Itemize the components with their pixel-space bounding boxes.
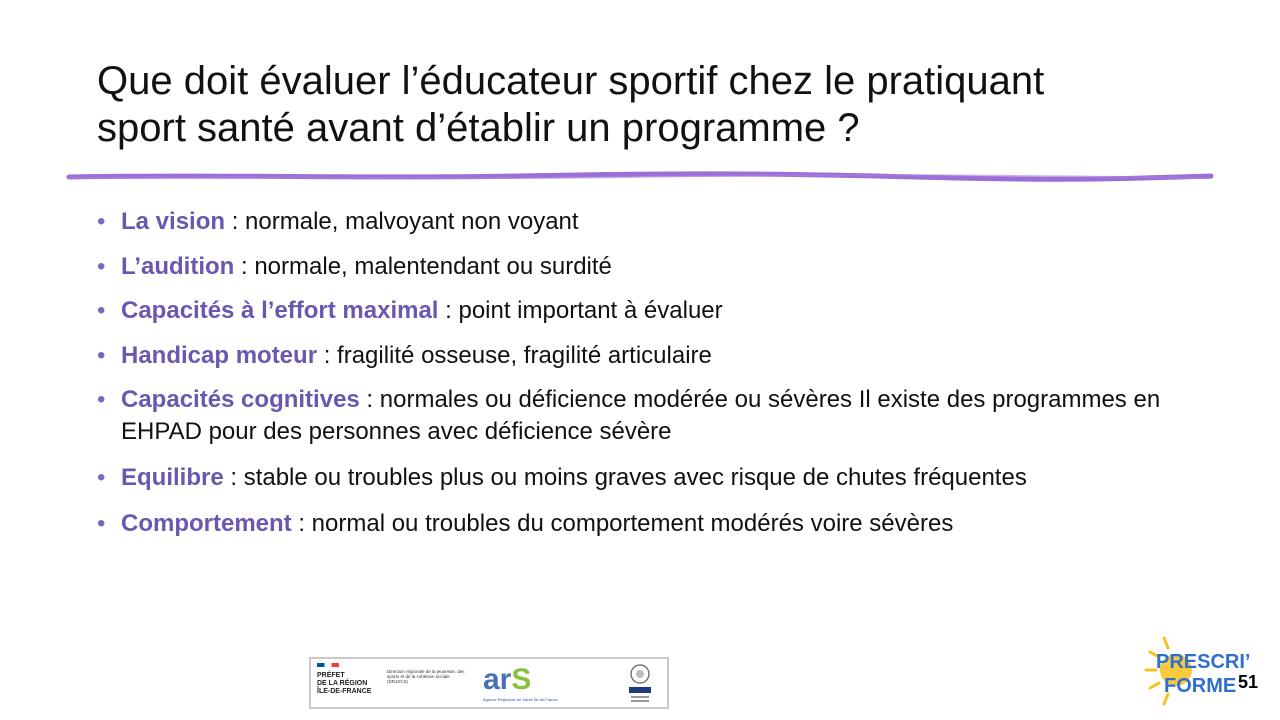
list-item xyxy=(97,295,1177,327)
criterion-text: : normale, malentendant ou surdité xyxy=(234,252,612,280)
list-item xyxy=(97,384,1177,448)
list-item xyxy=(97,206,1177,238)
criterion-text: : normales ou déficience modérée ou sévères Il existe des programmes en EHPAD pour des personnes avec déficience sévère xyxy=(121,386,1161,445)
partner-logos-banner xyxy=(309,657,669,709)
bullet-dot: • xyxy=(97,252,106,280)
bullet-dot: • xyxy=(97,208,106,235)
bullet-dot: • xyxy=(97,297,106,324)
criterion-keyword: Comportement xyxy=(121,510,292,537)
list-item xyxy=(97,462,1177,494)
criterion-keyword: Equilibre xyxy=(121,464,224,491)
brand-line-1: PRESCRI’ xyxy=(1156,651,1251,673)
bullet-dot: • xyxy=(97,510,106,537)
brand-line-2: FORME xyxy=(1164,675,1237,697)
bullet-dot: • xyxy=(97,464,106,491)
criterion-keyword: Capacités à l’effort maximal xyxy=(121,297,439,324)
criterion-keyword: L’audition xyxy=(121,252,235,280)
list-item xyxy=(97,251,1177,283)
title-underline xyxy=(66,168,1216,184)
list-item xyxy=(97,340,1177,372)
criterion-text: : stable ou troubles plus ou moins graves avec risque de chutes fréquentes xyxy=(223,464,1027,491)
french-flag-icon xyxy=(317,663,339,667)
bullet-dot: • xyxy=(97,341,106,369)
olympic-committee-logo-icon xyxy=(623,662,657,704)
prefet-logo: PRÉFET DE LA RÉGION ÎLE-DE-FRANCE xyxy=(317,663,371,696)
criterion-keyword: Capacités cognitives xyxy=(121,386,360,413)
ars-logo: arS xyxy=(483,663,532,696)
list-item xyxy=(97,508,1177,540)
ars-logo-subtitle: Agence Régionale de Santé Île-de-France xyxy=(483,697,558,702)
criteria-list xyxy=(97,206,1177,553)
criterion-keyword: Handicap moteur xyxy=(121,341,318,369)
title-line-1: Que doit évaluer l’éducateur sportif chez le pratiquant xyxy=(97,59,1045,103)
slide-title xyxy=(97,58,1217,152)
criterion-keyword: La vision xyxy=(121,208,226,235)
title-line-2: sport santé avant d’établir un programme ? xyxy=(97,106,860,150)
drjscs-logo-text: Direction régionale de la jeunesse, des sports et de la cohésion sociale (DRJSCS) xyxy=(387,669,465,684)
criterion-text: : normale, malvoyant non voyant xyxy=(225,208,579,235)
criterion-text: : point important à évaluer xyxy=(438,297,723,324)
criterion-text: : fragilité osseuse, fragilité articulaire xyxy=(317,341,712,369)
page-number: 51 xyxy=(1238,672,1259,692)
criterion-text: : normal ou troubles du comportement modérés voire sévères xyxy=(291,510,954,537)
bullet-dot: • xyxy=(97,386,106,413)
